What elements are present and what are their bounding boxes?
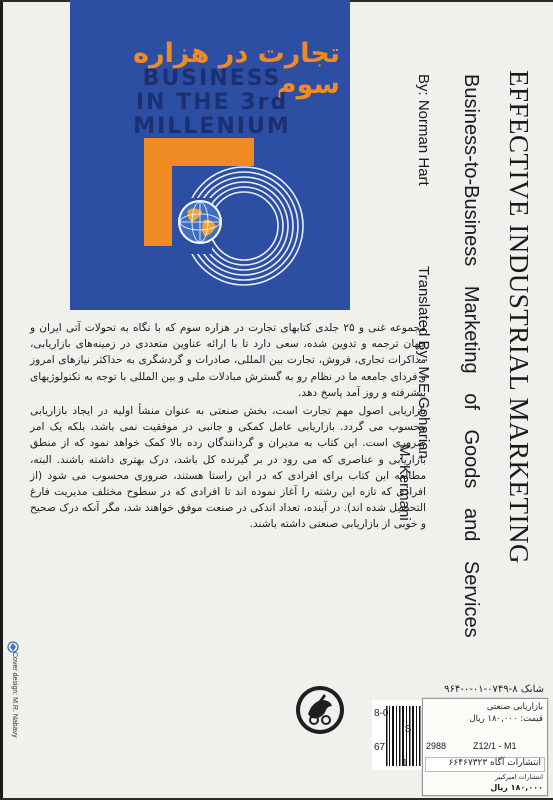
english-title-line-1: BUSINESS [142,66,282,91]
sticker-shop: انتشارات امیرکبیر [495,773,543,781]
sticker-subject: بازاریابی صنعتی [486,702,543,712]
english-title-line-3: MILLENIUM [133,114,291,139]
translator-vertical: Translated By: M.E.Goharian [415,266,432,459]
sticker-code-left: 2988 [426,741,447,751]
publisher-emblem-icon [294,684,346,736]
isbn-barcode-area [372,680,550,798]
sticker-publisher: انتشارات آگاه ۶۶۴۶۷۳۲۳ [448,758,541,768]
sticker-price-bottom: ۱۸۰,۰۰۰ ریال [490,783,543,792]
author-vertical: By: Norman Hart [415,74,432,186]
translator-2-vertical: M. Kermani [396,444,413,521]
description-paragraph-2: بازاریابی اصول مهم تجارت است، بخش صنعتی به عنوان منشأ اولیه در ایجاد بازاریابی محسوب می گردد. بازاریابی عامل کمکی و جانبی در موفقیت نمی باشد، بلکه یک امر ضروری است. این کتاب به مدیران و گردانندگان رده بالا کمک خواهد نمود که از منطق بازاریابی و عناصری که می رود در بر گیرنده کل باشد، درک بهتری داشته باشند. البته، مطالعه این کتاب برای افرادی که در این راستا هستند، ضروری محسوب می شود (از افرادی که تازه این رشته را آغاز نموده اند تا افرادی که در سطوح مختلف مدیریت فارغ التحصیل شده اند). در آینده، تعداد اندکی در صنعت موفق خواهند شد، مگر آنکه درک صحیح و خوبی از بازاریابی صنعتی داشته باشند. [30,405,426,531]
left-edge [0,0,3,800]
english-title-line-2: IN THE 3rd [135,90,289,115]
barcode-number-3: 67 [374,742,386,753]
sticker-code-right: Z12/1 - M1 [473,741,517,751]
description-paragraph-1: مجموعه غنی و ۲۵ جلدی کتابهای تجارت در هزاره سوم که با نگاه به تحولات آتی ایران و جهان ترجمه و تدوین شده، سعی دارد تا با ارائه عناوین متعددی در زمینه‌های بازاریابی، مذاکرات تجاری، فروش، تجارت بین المللی، صادرات و گردشگری به حداکثر نیازهای امروز و فردای جامعه ما در نظام رو به گسترش مبادلات ملی و بین المللی با توجه به تکنولوژیهای پیشرفته و روز آمد پاسخ دهد. [30,322,426,399]
description-text [30,320,426,533]
persian-series-title: تجارت در هزاره سوم [133,38,340,100]
barcode-number-4: 1 [402,758,408,769]
barcode-number-1: 8-0 [374,708,389,719]
price-sticker [422,698,548,796]
cover-thumbnail-panel [70,0,350,310]
sticker-price: قیمت: ۱۸۰,۰۰۰ ریال [469,714,543,724]
sticker-publisher-box [425,757,545,772]
book-subtitle-vertical: Business-to-Business Marketing of Goods and Services [460,74,482,638]
isbn-number: شابک ۸-۰۷۴۹-۰۱-۰-۹۶۴ [444,684,544,695]
cover-design-credit: Cover design: M.R. Nabavy [11,652,18,738]
barcode-number-2: IS [402,724,412,735]
book-title-vertical: EFFECTIVE INDUSTRIAL MARKETING [504,70,534,564]
